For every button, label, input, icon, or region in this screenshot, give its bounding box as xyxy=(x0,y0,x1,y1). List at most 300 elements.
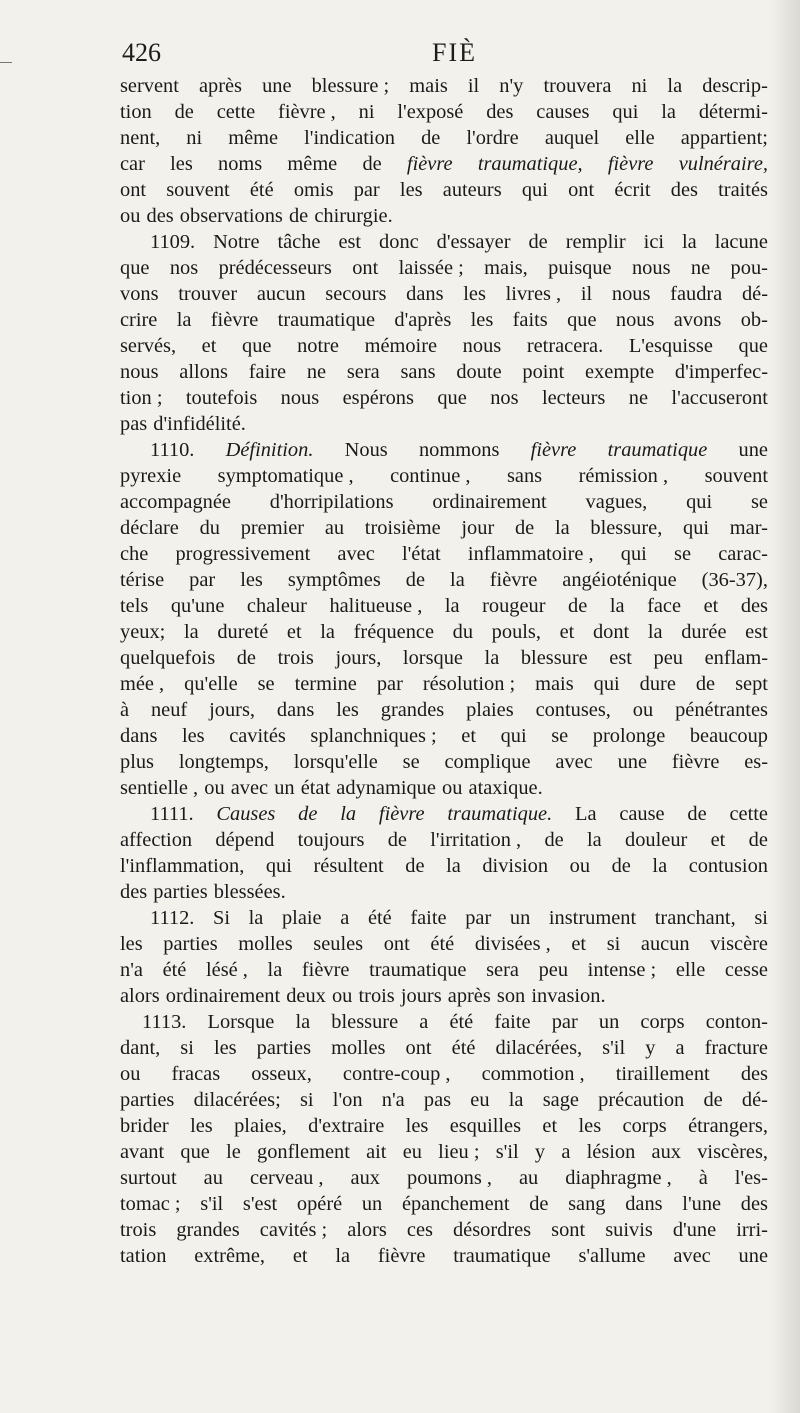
word: secours xyxy=(325,283,387,305)
word: état xyxy=(300,777,331,799)
word: la xyxy=(183,621,199,643)
word: contuses, xyxy=(535,699,611,721)
word: l'on xyxy=(332,1089,363,1111)
word: aux xyxy=(651,1141,681,1163)
word: ces xyxy=(406,1219,433,1241)
word: blessées. xyxy=(213,881,286,903)
word: térise xyxy=(120,569,165,591)
word: résolution ; xyxy=(422,673,516,695)
text-line xyxy=(120,307,768,333)
word: des xyxy=(740,1193,768,1215)
text-line xyxy=(120,905,768,931)
word: continue , xyxy=(390,465,471,487)
word: fracas xyxy=(171,1063,221,1085)
text-line xyxy=(120,1087,768,1113)
page-header xyxy=(122,38,768,72)
word: fièvre xyxy=(489,569,538,591)
word: la xyxy=(484,647,500,669)
word: sera xyxy=(486,959,519,981)
word: cette xyxy=(216,101,256,123)
word: jours, xyxy=(209,699,255,721)
word: trois xyxy=(120,1219,157,1241)
word: est xyxy=(745,621,768,643)
word: blessure ; xyxy=(311,75,390,97)
word: nous xyxy=(120,361,159,383)
word: pou- xyxy=(730,257,768,279)
word: elle xyxy=(625,127,655,149)
text-line xyxy=(120,125,768,151)
word: mais xyxy=(535,673,574,695)
word: douleur xyxy=(625,829,688,851)
word: même xyxy=(287,153,338,175)
text-line xyxy=(120,411,768,437)
word: été xyxy=(449,1011,474,1033)
text-line xyxy=(120,437,768,463)
word: les xyxy=(190,1115,213,1137)
word: peu xyxy=(653,647,683,669)
word: dé- xyxy=(741,283,768,305)
word: à xyxy=(120,699,130,721)
word: de xyxy=(529,1193,549,1215)
word: d'infidélité. xyxy=(153,413,246,435)
word: lacune xyxy=(714,231,768,253)
word: souvent xyxy=(704,465,768,487)
word: traités xyxy=(718,179,768,201)
word: trouver xyxy=(178,283,238,305)
text-line xyxy=(120,1113,768,1139)
word: trois xyxy=(277,647,314,669)
word: de xyxy=(405,569,426,591)
word: ataxique. xyxy=(468,777,543,799)
word: et xyxy=(559,621,575,643)
word: carac- xyxy=(718,543,768,565)
word: qui xyxy=(612,101,639,123)
word: et xyxy=(542,1115,558,1137)
text-line xyxy=(120,229,768,255)
text-line xyxy=(120,1035,768,1061)
word: dont xyxy=(592,621,630,643)
word: enflam- xyxy=(704,647,768,669)
word: les xyxy=(170,153,193,175)
page-edge-shadow xyxy=(770,0,800,1413)
italic-word: traumatique xyxy=(607,439,708,461)
word: (36-37), xyxy=(701,569,768,591)
word: prédécesseurs xyxy=(218,257,332,279)
word: n'a xyxy=(120,959,143,981)
word: donc xyxy=(379,231,419,253)
word: dure xyxy=(639,673,676,695)
word: ne xyxy=(690,257,711,279)
word: un xyxy=(509,907,531,929)
word: est xyxy=(338,231,362,253)
word: peu xyxy=(538,959,569,981)
word: y xyxy=(645,1037,656,1059)
word: parties xyxy=(120,1089,175,1111)
text-line xyxy=(120,463,768,489)
word: fièvre xyxy=(210,309,259,331)
word: es- xyxy=(744,751,768,773)
word: sans xyxy=(506,465,543,487)
word: d'horripilations xyxy=(269,491,394,513)
word: après xyxy=(447,985,491,1007)
word: avec xyxy=(337,543,375,565)
word: exempte xyxy=(585,361,655,383)
word: et xyxy=(461,725,476,747)
word: de xyxy=(748,829,768,851)
word: vons xyxy=(120,283,159,305)
word: la xyxy=(647,621,663,643)
word: tels xyxy=(120,595,149,617)
word: qui xyxy=(265,855,292,877)
word: mémoire xyxy=(364,335,438,357)
word: la xyxy=(450,569,465,591)
word: de xyxy=(174,101,194,123)
word: la xyxy=(320,621,335,643)
word: nent, xyxy=(120,127,161,149)
word: les xyxy=(213,1037,237,1059)
italic-word: fièvre xyxy=(607,153,654,175)
word: la xyxy=(248,907,264,929)
text-line xyxy=(120,619,768,645)
word: tion ; xyxy=(120,387,163,409)
word: sentielle , xyxy=(120,777,199,799)
word: la xyxy=(682,231,697,253)
text-line xyxy=(120,359,768,385)
word: l'exposé xyxy=(397,101,464,123)
word: la xyxy=(267,959,283,981)
word: n'y xyxy=(499,75,524,97)
word: ont xyxy=(568,179,595,201)
word: symptomatique , xyxy=(217,465,354,487)
word: l'inflammation, xyxy=(120,855,245,877)
word: nous xyxy=(462,335,502,357)
word: de xyxy=(687,803,707,825)
italic-word: la xyxy=(340,803,357,825)
word: tiraillement xyxy=(615,1063,710,1085)
word: d'après xyxy=(394,309,452,331)
word: toujours xyxy=(297,829,365,851)
word: fièvre , xyxy=(278,101,336,123)
word: été xyxy=(162,959,187,981)
word: si xyxy=(754,907,768,929)
word: contusion xyxy=(688,855,768,877)
text-line xyxy=(120,853,768,879)
word: résultent xyxy=(313,855,384,877)
text-line xyxy=(120,1191,768,1217)
word: avec xyxy=(673,1245,711,1267)
word: car xyxy=(120,153,145,175)
word: les xyxy=(181,725,205,747)
word: souvent xyxy=(166,179,230,201)
word: trois xyxy=(358,985,395,1007)
word: y xyxy=(534,1141,546,1163)
word: nous xyxy=(611,283,651,305)
word: est xyxy=(609,647,632,669)
word: neuf xyxy=(150,699,188,721)
text-line xyxy=(120,671,768,697)
word: des xyxy=(740,595,768,617)
word: lorsqu'elle xyxy=(293,751,378,773)
word: de xyxy=(387,829,407,851)
word: pas xyxy=(120,413,148,435)
word: blessure xyxy=(331,1011,399,1033)
word: molles xyxy=(331,1037,386,1059)
word: de xyxy=(421,127,441,149)
word: jours, xyxy=(335,647,382,669)
word: un xyxy=(274,777,295,799)
word: mar- xyxy=(729,517,768,539)
word: opéré xyxy=(296,1193,343,1215)
word: n'a xyxy=(381,1089,405,1111)
word: tâche xyxy=(277,231,321,253)
word: désordres xyxy=(452,1219,532,1241)
word: laissée ; xyxy=(398,257,464,279)
word: face xyxy=(647,595,682,617)
word: fréquence xyxy=(353,621,434,643)
word: après xyxy=(198,75,242,97)
word: toutefois xyxy=(185,387,258,409)
word: fièvre xyxy=(301,959,350,981)
word: les xyxy=(240,569,263,591)
word: causes xyxy=(536,101,590,123)
word: pas xyxy=(423,1089,452,1111)
word: que xyxy=(437,387,467,409)
word: des xyxy=(740,1063,768,1085)
word: irri- xyxy=(736,1219,768,1241)
word: traumatique xyxy=(277,309,376,331)
word: termine xyxy=(294,673,357,695)
word: si xyxy=(180,1037,194,1059)
margin-mark xyxy=(0,62,12,63)
word: ou xyxy=(204,777,225,799)
word: été xyxy=(451,1037,476,1059)
word: de xyxy=(288,205,309,227)
word: blessure, xyxy=(590,517,663,539)
text-line xyxy=(120,1217,768,1243)
text-line xyxy=(120,1165,768,1191)
word: dans xyxy=(276,699,315,721)
word: doute xyxy=(456,361,502,383)
word: progressivement xyxy=(175,543,311,565)
word: a xyxy=(675,1037,685,1059)
word: instrument xyxy=(548,907,637,929)
text-line xyxy=(120,541,768,567)
word: deux xyxy=(286,985,326,1007)
word: ont xyxy=(352,257,379,279)
word: qui xyxy=(521,179,548,201)
word: et xyxy=(292,1245,308,1267)
word: d'essayer xyxy=(436,231,511,253)
word: du xyxy=(452,621,474,643)
word: la xyxy=(652,855,668,877)
word: commotion , xyxy=(481,1063,585,1085)
word: ou xyxy=(120,205,141,227)
word: cesse xyxy=(724,959,768,981)
text-line xyxy=(120,1009,768,1035)
word: si xyxy=(606,933,621,955)
word: accompagnée xyxy=(120,491,231,513)
word: été xyxy=(249,179,274,201)
word: surtout xyxy=(120,1167,177,1189)
word: avec xyxy=(555,751,593,773)
word: dant, xyxy=(120,1037,161,1059)
word: dilacérées; xyxy=(193,1089,281,1111)
italic-word: Définition. xyxy=(225,439,314,461)
word: fièvre xyxy=(377,1245,426,1267)
text-line xyxy=(120,723,768,749)
word: suivis xyxy=(605,1219,653,1241)
word: des xyxy=(146,205,174,227)
word: ordinairement xyxy=(165,985,281,1007)
word: ni xyxy=(186,127,203,149)
word: sont xyxy=(551,1219,586,1241)
word: plaies, xyxy=(234,1115,287,1137)
word: les xyxy=(578,1115,602,1137)
text-line xyxy=(120,879,768,905)
word: les xyxy=(470,309,494,331)
text-line xyxy=(120,645,768,671)
text-line xyxy=(120,515,768,541)
word: son xyxy=(496,985,526,1007)
word: sera xyxy=(346,361,380,383)
word: ne xyxy=(306,361,327,383)
word: tation xyxy=(120,1245,167,1267)
text-line xyxy=(120,73,768,99)
word: et xyxy=(201,335,217,357)
word: s'allume xyxy=(578,1245,646,1267)
word: des xyxy=(486,101,514,123)
word: grandes xyxy=(176,1219,240,1241)
word: pouls, xyxy=(491,621,541,643)
italic-word: traumatique. xyxy=(447,803,553,825)
text-line xyxy=(120,983,768,1009)
word: Nous xyxy=(344,439,388,461)
word: nous xyxy=(280,387,320,409)
word: faite xyxy=(494,1011,531,1033)
word: conton- xyxy=(705,1011,768,1033)
word: divisées , xyxy=(474,933,551,955)
word: premier xyxy=(240,517,305,539)
word: fièvre xyxy=(671,751,720,773)
word: faudra xyxy=(670,283,723,305)
word: avons xyxy=(673,309,722,331)
word: Si xyxy=(213,907,231,929)
word: faite xyxy=(410,907,447,929)
word: pénétrantes xyxy=(675,699,768,721)
word: et xyxy=(286,621,302,643)
word: servent xyxy=(120,75,179,97)
word: un xyxy=(361,1193,383,1215)
word: eu xyxy=(402,1141,422,1163)
word: s'il xyxy=(495,1141,519,1163)
word: chirurgie. xyxy=(314,205,393,227)
word: prolonge xyxy=(592,725,666,747)
text-line xyxy=(120,593,768,619)
word: déclare xyxy=(120,517,179,539)
word: l'irritation , xyxy=(430,829,522,851)
word: par xyxy=(189,569,216,591)
word: auteurs xyxy=(442,179,502,201)
word: qui xyxy=(620,543,647,565)
word: dé- xyxy=(741,1089,768,1111)
word: crire xyxy=(120,309,158,331)
text-line xyxy=(120,255,768,281)
word: molles xyxy=(238,933,293,955)
word: se xyxy=(257,673,275,695)
word: lecteurs xyxy=(541,387,606,409)
word: au xyxy=(324,517,345,539)
word: poumons , xyxy=(407,1167,492,1189)
word: de xyxy=(362,153,382,175)
text-line xyxy=(120,775,768,801)
word: qui xyxy=(500,725,527,747)
word: tion xyxy=(120,101,152,123)
word: quelquefois xyxy=(120,647,216,669)
word: nous xyxy=(631,257,671,279)
word: fracture xyxy=(704,1037,768,1059)
word: qui xyxy=(683,517,710,539)
word: avec xyxy=(230,777,269,799)
text-line xyxy=(120,99,768,125)
word: 1111. xyxy=(150,803,194,825)
word: les xyxy=(336,699,359,721)
word: chaleur xyxy=(246,595,307,617)
word: ne xyxy=(628,387,649,409)
text-line xyxy=(120,697,768,723)
word: que xyxy=(567,309,597,331)
word: brider xyxy=(120,1115,169,1137)
word: diaphragme , xyxy=(565,1167,672,1189)
text-line xyxy=(120,567,768,593)
word: d'extraire xyxy=(308,1115,385,1137)
word: beaucoup xyxy=(689,725,768,747)
text-line xyxy=(120,281,768,307)
word: rémission , xyxy=(578,465,669,487)
word: plus xyxy=(120,751,154,773)
word: une xyxy=(617,751,648,773)
word: nommons xyxy=(418,439,500,461)
text-line xyxy=(120,827,768,853)
word: ou xyxy=(331,985,353,1007)
word: halitueuse , xyxy=(329,595,423,617)
word: la xyxy=(335,1245,351,1267)
word: de xyxy=(528,231,548,253)
word: du xyxy=(199,517,220,539)
word: omis xyxy=(293,179,334,201)
word: 1112. xyxy=(150,907,195,929)
word: lieu ; xyxy=(438,1141,480,1163)
word: la xyxy=(667,75,683,97)
italic-word: fièvre xyxy=(378,803,425,825)
word: servés, xyxy=(120,335,177,357)
word: de xyxy=(514,517,535,539)
text-line xyxy=(120,333,768,359)
word: une xyxy=(738,439,768,461)
word: et xyxy=(571,933,587,955)
word: descrip- xyxy=(702,75,768,97)
word: inflammatoire , xyxy=(467,543,594,565)
word: de xyxy=(236,647,256,669)
text-line xyxy=(120,203,768,229)
word: trouvera xyxy=(543,75,612,97)
word: que xyxy=(180,1141,210,1163)
word: lésion xyxy=(586,1141,636,1163)
word: dilacérées, xyxy=(495,1037,583,1059)
word: mée , xyxy=(120,673,165,695)
text-line xyxy=(120,1243,768,1269)
italic-word: fièvre xyxy=(530,439,577,461)
word: jour xyxy=(461,517,495,539)
